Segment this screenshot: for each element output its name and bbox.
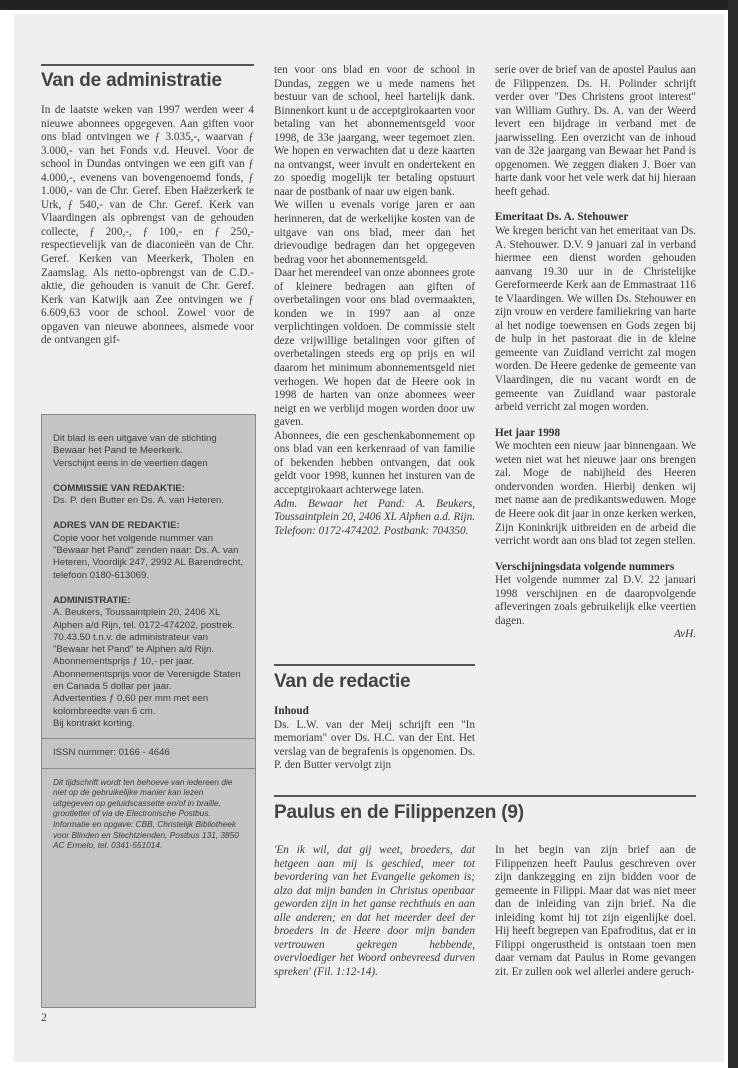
admin-rule: [41, 64, 254, 66]
column-3-text: [495, 64, 696, 642]
commissie-text: Ds. P. den Butter en Ds. A. van Heteren.: [53, 495, 225, 507]
kontrakt-text: Bij kontrakt korting.: [53, 717, 135, 729]
col2-paragraph-1: ten voor ons blad en voor de school in Dundas, zeggen we u mede namens het bestuur van de school, heel hartelijk dank. Binnenkort kunt u de acceptgirokaarten voor betaling van het abonnementsgeld voor 1998, de 33e jaargang, weer tegemoet zien. We hopen en verwachten dat u deze kaarten na ontvangst, weer invult en ondertekent en zo spoedig mogelijk ter betaling opstuurt naar de postbank of naar uw eigen bank.: [274, 64, 475, 198]
colophon-divider-2: [42, 768, 255, 769]
abonnement-text: Abonnementsprijs ƒ 10,- per jaar. Abonnementsprijs voor de Verenigde Staten en Canada 5 dollar per jaar.: [53, 656, 241, 693]
emeritaat-heading: Emeritaat Ds. A. Stehouwer: [495, 211, 629, 224]
administratie-text: A. Beukers, Toussaintplein 20, 2406 XL Alphen a/d Rijn, tel. 0172-474202, postrek. 70.43.50 t.n.v. de administrateur van "Bewaar het Pand" te Alphen a/d Rijn.: [53, 607, 235, 656]
col2-paragraph-2: We willen u evenals vorige jaren er aan herinneren, dat de werkelijke kosten van de uitgave van ons blad, meer dan het drievoudige bedragen dan het opgegeven bedrag voor het abonnementsgeld.: [274, 199, 475, 266]
admin-text: In de laatste weken van 1997 werden weer 4 nieuwe abonnees opgegeven. Aan giften voor ons blad ontvingen we ƒ 3.035,-, waarvan ƒ 3.000,- van het Fonds v.d. Heuvel. Voor de school in Dundas ontvingen we een gift van ƒ 4.000,-, evenens van bovengenoemd fonds, ƒ 1.000,- van de Chr. Geref. Eben Haëzerkerk te Urk, ƒ 540,- van de Chr. Geref. Kerk van Vlaardingen als opbrengst van de gehouden collecte, ƒ 200,-, ƒ 100,- en ƒ 250,- respectievelijk van de diaconieën van de Chr. Geref. Kerken van Meerkerk, Tholen en Zaamslag. Als netto-opbrengst van de C.D.-aktie, die gehouden is vanuit de Chr. Geref. Kerk van Katwijk aan Zee ontvingen we ƒ 6.609,63 voor de school. Zowel voor de opgaven van nieuwe abonnees, alsmede voor de ontvangen gif-: [41, 104, 254, 347]
col2-paragraph-3: Daar het merendeel van onze abonnees grote of kleinere bedragen aan giften of overbetalingen voor ons blad overmaakten, konden we in 1997 aan al onze verplichtingen voldoen. De commissie stelt deze vrijwillige betalingen voor giften of overbetalingen steeds erg op prijs en wil daarom het minimum abonnementsgeld niet verhogen. We hopen dat de Heere ook in 1998 de harten van onze abonnees weer neigt en we verblijd mogen worden door uw gaven.: [274, 267, 475, 429]
admin-title: Van de administratie: [41, 70, 222, 91]
blind-readers-notice: Dit tijdschrift wordt ten behoeve van iedereen die niet op de gebruikelijke manier kan lezen uitgegeven op geluidscassette en/of in braille, grootletter of via de Electronische Postbus. Informatie en opgave: CBB, Christelijk Bibliotheek voor Blinden en Slechtzienden, Postbus 131, 3850 AC Ermelo, tel. 0341-551014.: [53, 776, 239, 851]
column-2-text: [274, 64, 475, 538]
adres-text: Copie voor het volgende nummer van "Bewaar het Pand" zenden naar: Ds. A. van Heteren, Voordijk 247, 2992 AL Barendrecht, telefoon 0180-613069.: [53, 532, 244, 581]
page-number: 2: [41, 1010, 47, 1024]
colophon-intro: Dit blad is een uitgave van de stichting Bewaar het Pand te Meerkerk.: [53, 433, 217, 457]
col3-paragraph-1: serie over de brief van de apostel Paulus aan de Filippenzen. Ds. H. Polinder schrijft verder over "Des Christens groot interest" van William Guthry. Ds. A. van der Weerd levert een bijdrage in verband met de jaarwisseling. Een overzicht van de inhoud van de 32e jaargang van Bewaar het Pand is opgenomen. We zeggen diaken J. Boer van harte dank voor het vele werk dat hij hieraan heeft gehad.: [495, 64, 696, 198]
paulus-section: [274, 795, 696, 824]
jaar-heading: Het jaar 1998: [495, 426, 561, 439]
issn-text: ISSN nummer: 0166 - 4646: [53, 747, 170, 759]
paulus-title: Paulus en de Filippenzen (9): [274, 802, 524, 823]
paulus-text-column: [495, 844, 696, 979]
verschijningsdata-text: Het volgende nummer zal D.V. 22 januari 1998 verschijnen en de daaropvolgende afleveringen zoals gebruikelijk elke veertien dagen.: [495, 574, 696, 627]
commissie-label: COMMISSIE VAN REDAKTIE:: [53, 482, 186, 494]
colophon-box: [41, 414, 256, 1008]
right-scan-edge: [728, 0, 738, 1068]
redactie-title: Van de redactie: [274, 671, 411, 692]
verschijningsdata-heading: Verschijningsdata volgende nummers: [495, 560, 675, 573]
redactie-text: Ds. L.W. van der Meij schrijft een "In memoriam" over Ds. H.C. van der Ent. Het verslag van de begrafenis is opgenomen. Ds. P. den Butter vervolgt zijn: [274, 718, 475, 772]
signature: AvH.: [673, 628, 696, 641]
administratie-label: ADMINISTRATIE:: [53, 594, 131, 606]
top-scan-edge: [0, 0, 738, 10]
paulus-text: In het begin van zijn brief aan de Filippenzen heeft Paulus geschreven over zijn dankzegging en zijn bidden voor de gemeente in Filippi. Maar dat was niet meer dan de inleiding van zijn brief. Na die inleiding komt hij tot zijn eigenlijke doel. Hij heeft begrepen van Epafroditus, dat er in Filippi ongerustheid is ontstaan toen men daar vernam dat Paulus in Rome gevangen zit. Er zullen ook wel allerlei andere geruch-: [495, 844, 696, 978]
redactie-section: [274, 664, 475, 773]
colophon-divider: [42, 738, 255, 739]
colophon-frequency: Verschijnt eens in de veertien dagen: [53, 457, 208, 469]
redactie-rule: [274, 664, 475, 666]
paulus-quote: 'En ik wil, dat gij weet, broeders, dat hetgeen aan mij is geschied, meer tot bevordering van het Evangelie gekomen is; alzo dat mijn banden in Christus openbaar geworden zijn in het ganse rechthuis en aan alle anderen; en dat het meerder deel der broeders in de Heere door mijn banden vertrouwen gekregen hebbende, overvloediger het Woord onbevreesd durven spreken' (Fil. 1:12-14).: [274, 844, 475, 978]
adres-label: ADRES VAN DE REDAKTIE:: [53, 520, 180, 532]
emeritaat-text: We kregen bericht van het emeritaat van Ds. A. Stehouwer. D.V. 9 januari zal in verband hiermee een dienst worden gehouden aanvang 19.30 uur in de Christelijke Gereformeerde Kerk aan de Emmastraat 116 te Vlaardingen. We willen Ds. Stehouwer en zijn vrouw en verdere familiekring van harte al het nodige toewensen en Gods zegen bij de hulp in het pastoraat die in de kleine gemeente van Zuidland verricht zal mogen worden. De Heere gedenke de gemeente van Vlaardingen, die nu vacant wordt en de gemeente van Zuidland waar pastorale arbeid verricht zal mogen worden.: [495, 225, 696, 414]
col2-paragraph-4: Abonnees, die een geschenkabonnement op ons blad van een kerkenraad of van familie of bekenden hebben ontvangen, dat ook geldt voor 1998, kunnen het insturen van de acceptgirokaart achterwege laten.: [274, 429, 475, 496]
inhoud-heading: Inhoud: [274, 705, 309, 717]
advertenties-text: Advertenties ƒ 0,60 per mm met een kolombreedte van 6 cm.: [53, 693, 209, 717]
col2-address: Adm. Bewaar het Pand: A. Beukers, Toussaintplein 20, 2406 XL Alphen a.d. Rijn. Telefoon: 0172-474202. Postbank: 704350.: [274, 497, 475, 537]
paulus-quote-column: [274, 844, 475, 979]
admin-section: [41, 64, 254, 348]
jaar-text: We mochten een nieuw jaar binnengaan. We weten niet wat het nieuwe jaar ons brengen zal. Moge de nabijheid des Heeren ondervonden worden. Hierbij denken wij met name aan de predikantsweduwen. Moge de Heere ook dit jaar in onze kerken werken, Zijn Koninkrijk uitbreiden en de arbeid die verricht wordt aan ons blad tot zegen stellen.: [495, 440, 696, 548]
paulus-rule: [274, 795, 696, 797]
